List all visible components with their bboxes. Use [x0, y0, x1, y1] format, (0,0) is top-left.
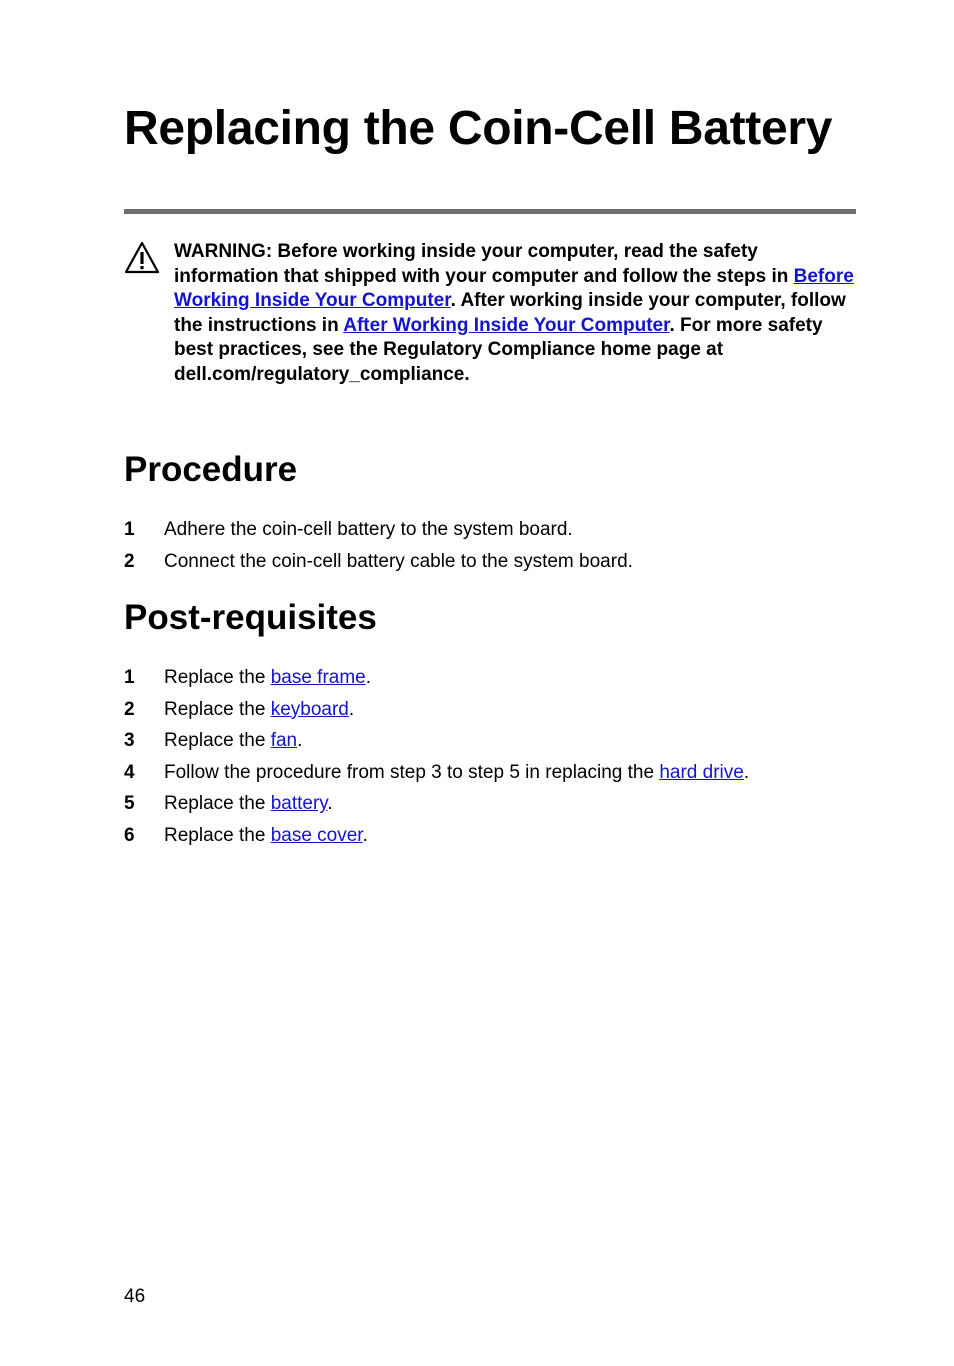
procedure-step	[124, 519, 856, 551]
warning-triangle-icon	[124, 241, 160, 275]
title-divider	[124, 209, 856, 214]
step-text-after: .	[365, 667, 372, 688]
step-text: Adhere the coin-cell battery to the system board.	[164, 519, 573, 540]
warning-text	[174, 240, 856, 388]
step-text	[164, 825, 368, 847]
postrequisite-step	[124, 825, 856, 857]
before-working-link[interactable]: Before Working Inside Your Computer	[174, 265, 854, 312]
procedure-steps	[124, 519, 856, 582]
step-text-after: .	[743, 761, 750, 783]
step-text-before: Replace the	[164, 698, 271, 720]
base-cover-link[interactable]: base cover	[270, 824, 363, 846]
postrequisite-steps	[124, 667, 856, 857]
step-text	[164, 667, 371, 689]
hard-drive-link[interactable]: hard drive	[659, 761, 744, 783]
step-number: 2	[124, 698, 135, 720]
step-text-before: Replace the	[164, 667, 271, 688]
postrequisite-step	[124, 730, 856, 762]
postrequisite-step	[124, 699, 856, 731]
step-text	[164, 699, 354, 721]
step-text-after: .	[362, 824, 368, 846]
battery-link[interactable]: battery	[270, 793, 328, 815]
warning-text-part: . After working inside your computer, follow the instructions in	[174, 290, 846, 336]
procedure-step	[124, 551, 856, 583]
step-text-after: .	[327, 793, 333, 815]
warning-text-part: WARNING: Before working inside your computer, read the safety information that shipped with your computer and follow the steps in	[174, 241, 794, 287]
postrequisite-step	[124, 762, 856, 794]
step-text-before: Replace the	[164, 793, 271, 815]
step-number: 1	[124, 667, 135, 688]
step-text	[164, 730, 302, 752]
step-text: Connect the coin-cell battery cable to the system board.	[164, 550, 633, 572]
step-number: 5	[124, 793, 135, 815]
fan-link[interactable]: fan	[270, 730, 298, 752]
page-number: 46	[124, 1286, 146, 1307]
page-title: Replacing the Coin-Cell Battery	[124, 102, 833, 155]
step-text-before: Replace the	[164, 730, 271, 752]
step-number: 3	[124, 730, 135, 752]
step-number: 4	[124, 761, 135, 783]
step-number: 2	[124, 550, 135, 572]
procedure-heading: Procedure	[124, 450, 298, 489]
after-working-link[interactable]: After Working Inside Your Computer	[343, 314, 670, 336]
postrequisites-heading: Post-requisites	[124, 598, 377, 637]
postrequisite-step	[124, 793, 856, 825]
step-text-after: .	[297, 730, 303, 752]
keyboard-link[interactable]: keyboard	[270, 698, 349, 720]
postrequisite-step	[124, 667, 856, 699]
warning-text-part: . For more safety best practices, see the Regulatory Compliance home page at dell.com/regulatory_compliance.	[174, 314, 823, 385]
step-number: 1	[124, 519, 135, 540]
base-frame-link[interactable]: base frame	[270, 667, 366, 688]
step-text-before: Follow the procedure from step 3 to step 5 in replacing the	[164, 761, 660, 783]
step-number: 6	[124, 824, 135, 846]
step-text	[164, 793, 333, 815]
step-text-after: .	[348, 698, 355, 720]
step-text-before: Replace the	[164, 824, 271, 846]
step-text	[164, 762, 749, 784]
